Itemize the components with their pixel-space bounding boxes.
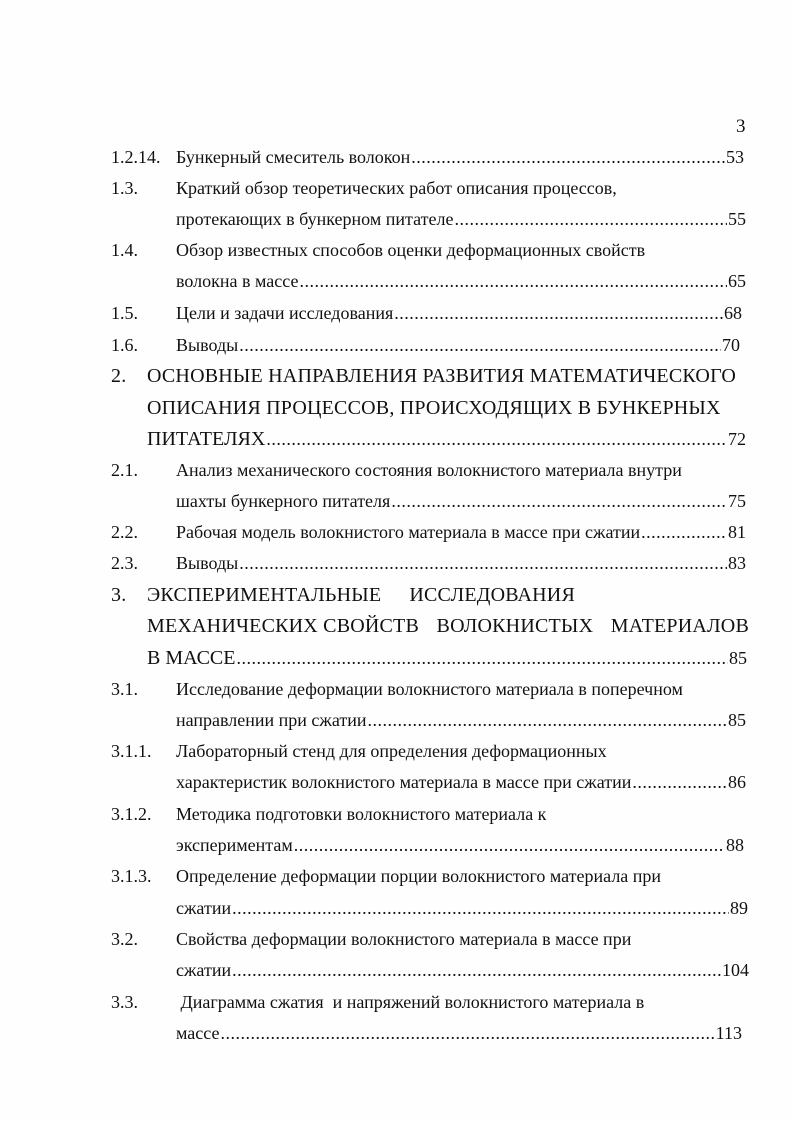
toc-entry-title-word: ЭКСПЕРИМЕНТАЛЬНЫЕ (147, 584, 382, 606)
toc-entry-title-word: МЕХАНИЧЕСКИХ СВОЙСТВ (147, 615, 420, 637)
toc-entry-number: 2.3. (111, 553, 138, 573)
toc-entry-title: Диаграмма сжатия и напряжений волокнистого материала в (176, 992, 645, 1012)
toc-entry-title: направлении при сжатии (176, 710, 367, 730)
toc-entry-page: 81 (728, 522, 746, 542)
toc-entry-number: 3.1.2. (111, 804, 152, 824)
toc-entry-number: 3.1.3. (111, 866, 152, 886)
toc-entry-page: 86 (728, 772, 746, 792)
toc-entry-title: Цели и задачи исследования (176, 303, 394, 323)
toc-entry-title: В МАССЕ (147, 647, 236, 669)
toc-entry-number: 1.5. (111, 303, 138, 323)
toc-entry-number: 1.6. (111, 335, 138, 355)
toc-entry-title: экспериментам (176, 835, 293, 855)
toc-entry-number: 3.3. (111, 992, 138, 1012)
dot-leader (632, 770, 727, 794)
toc-entry-title: Методика подготовки волокнистого материала к (176, 804, 547, 824)
toc-entry-page: 113 (715, 1023, 742, 1043)
dot-leader (641, 520, 727, 544)
toc-entry-title: характеристик волокнистого материала в массе при сжатии (176, 772, 632, 792)
dot-leader (454, 207, 727, 231)
toc-entry-title-word: ВОЛОКНИСТЫХ (436, 615, 594, 637)
dot-leader (394, 301, 723, 325)
toc-entry-title: Лабораторный стенд для определения деформационных (176, 741, 607, 761)
toc-entry-title: протекающих в бункерном питателе (176, 209, 454, 229)
toc-entry-title: волокна в массе (176, 271, 299, 291)
toc-entry-page: 85 (729, 648, 747, 668)
toc-entry-number: 2. (111, 365, 127, 387)
toc-entry-number: 3.2. (111, 929, 138, 949)
toc-entry-page: 72 (728, 429, 746, 449)
toc-entry-title: Бункерный смеситель волокон (176, 147, 411, 167)
dot-leader (411, 145, 725, 169)
toc-entry-title: Исследование деформации волокнистого материала в поперечном (176, 679, 683, 699)
toc-entry-title: Обзор известных способов оценки деформационных свойств (176, 240, 646, 260)
toc-entry-title: ОСНОВНЫЕ НАПРАВЛЕНИЯ РАЗВИТИЯ МАТЕМАТИЧЕСКОГО (147, 365, 736, 387)
dot-leader (299, 269, 727, 293)
toc-entry-title: Выводы (176, 553, 239, 573)
toc-entry-title: Краткий обзор теоретических работ описания процессов, (176, 178, 617, 198)
toc-entry-page: 70 (722, 335, 740, 355)
toc-entry-page: 88 (726, 835, 744, 855)
toc-entry-page: 53 (726, 147, 744, 167)
dot-leader (391, 489, 727, 513)
toc-entry-title: Выводы (176, 335, 239, 355)
toc-entry-title: массе (176, 1023, 220, 1043)
toc-entry-page: 75 (728, 491, 746, 511)
toc-entry-title-word: ИССЛЕДОВАНИЯ (409, 584, 575, 606)
toc-entry-page: 68 (724, 303, 742, 323)
toc-entry-page: 55 (728, 209, 746, 229)
toc-entry-page: 65 (728, 271, 746, 291)
toc-entry-title: Рабочая модель волокнистого материала в массе при сжатии (176, 522, 641, 542)
toc-entry-page: 89 (730, 898, 748, 918)
dot-leader (368, 708, 728, 732)
toc-entry-number: 2.1. (111, 460, 138, 480)
dot-leader (236, 646, 728, 670)
toc-entry-page: 85 (728, 710, 746, 730)
toc-entry-page: 104 (722, 960, 749, 980)
toc-entry-number: 1.4. (111, 240, 138, 260)
dot-leader (294, 833, 725, 857)
page-number: 3 (736, 116, 746, 137)
toc-entry-title: шахты бункерного питателя (176, 491, 391, 511)
toc-entry-title: ПИТАТЕЛЯХ (147, 428, 266, 450)
toc-entry-title: ОПИСАНИЯ ПРОЦЕССОВ, ПРОИСХОДЯЩИХ В БУНКЕРНЫХ (147, 397, 721, 419)
toc-entry-number: 1.2.14. (111, 147, 161, 167)
dot-leader (220, 1021, 714, 1045)
dot-leader (266, 427, 727, 451)
dot-leader (232, 896, 729, 920)
toc-entry-page: 83 (728, 553, 746, 573)
toc-entry-number: 2.2. (111, 522, 138, 542)
dot-leader (239, 333, 721, 357)
toc-entry-title: сжатии (176, 898, 232, 918)
toc-entry-title: Свойства деформации волокнистого материала в массе при (176, 929, 632, 949)
toc-entry-number: 3.1.1. (111, 741, 152, 761)
toc-entry-number: 1.3. (111, 178, 138, 198)
toc-entry-title: Определение деформации порции волокнистого материала при (176, 866, 662, 886)
dot-leader (232, 958, 721, 982)
dot-leader (239, 551, 727, 575)
toc-entry-title: Анализ механического состояния волокнистого материала внутри (176, 460, 682, 480)
toc-entry-number: 3.1. (111, 679, 138, 699)
toc-entry-number: 3. (111, 584, 127, 606)
toc-entry-title: сжатии (176, 960, 232, 980)
toc-entry-title-word: МАТЕРИАЛОВ (610, 615, 749, 637)
